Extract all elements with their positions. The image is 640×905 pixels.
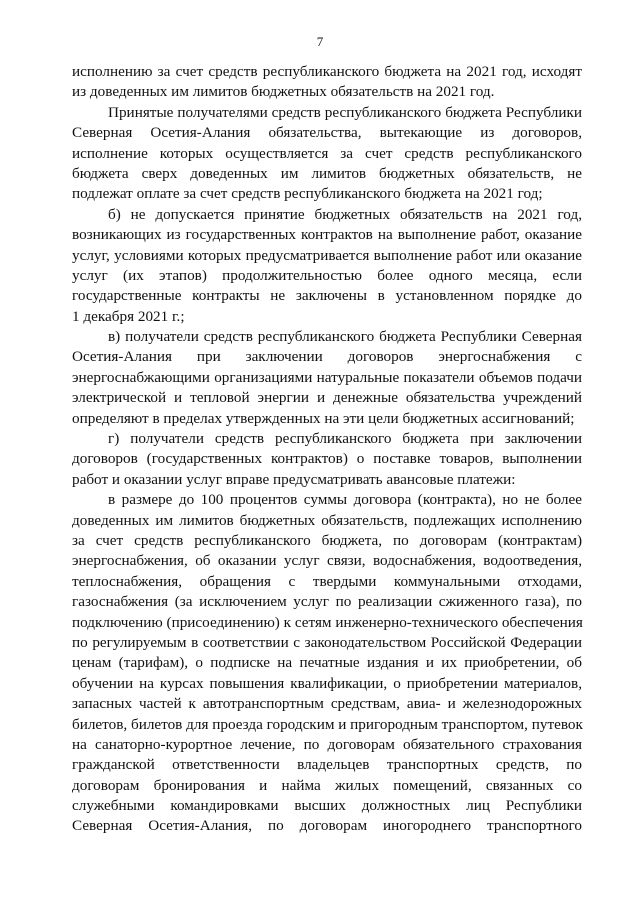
text-line: газоснабжения (за исключением услуг по реализации сжиженного газа), по [72, 593, 582, 611]
text-line: подлежат оплате за счет средств республиканского бюджета на 2021 год; [72, 185, 543, 203]
text-line: билетов, билетов для проезда городским и пригородным транспортом, путевок [72, 715, 583, 733]
text-line: Принятые получателями средств республиканского бюджета Республики [108, 103, 582, 121]
text-line: 1 декабря 2021 г.; [72, 307, 185, 325]
text-line: на санаторно-курортное лечение, по договорам обязательного страхования [72, 735, 582, 753]
text-line: договорам бронирования и найма жилых помещений, связанных со [72, 776, 582, 794]
text-line: служебными командировками высших должностных лиц Республики [72, 797, 582, 815]
page-number: 7 [316, 34, 324, 49]
text-line: услуг (их этапов) продолжительностью более одного месяца, если [72, 266, 582, 284]
text-line: энергоснабжающими организациями натуральные показатели объемов подачи [72, 368, 582, 386]
body-text [72, 62, 582, 837]
text-line: г) получатели средств республиканского бюджета при заключении [108, 430, 582, 448]
text-line: ценам (тарифам), о подписке на печатные издания и их приобретении, об [72, 654, 582, 672]
text-line: определяют в пределах утвержденных на эти цели бюджетных ассигнований; [72, 409, 575, 427]
text-line: электрической и тепловой энергии и денежные обязательства учреждений [72, 389, 582, 407]
text-line: возникающих из государственных контрактов на выполнение работ, оказание [72, 226, 582, 244]
text-line: в) получатели средств республиканского бюджета Республики Северная [108, 328, 582, 346]
text-line: из доведенных им лимитов бюджетных обязательств на 2021 год. [72, 83, 495, 101]
text-line: за счет средств республиканского бюджета, по договорам (контрактам) [72, 531, 582, 549]
text-line: гражданской ответственности владельцев транспортных средств, по [72, 756, 582, 774]
text-line: по регулируемым в соответствии с законодательством Российской Федерации [72, 633, 582, 651]
text-line: договоров (государственных контрактов) о поставке товаров, выполнении [72, 450, 582, 468]
text-line: в размере до 100 процентов суммы договора (контракта), но не более [108, 491, 582, 509]
text-line: бюджета сверх доведенных им лимитов бюджетных обязательств, не [72, 164, 582, 182]
text-line: Северная Осетия-Алания, по договорам иногороднего транспортного [72, 817, 582, 835]
text-line: исполнение которых осуществляется за счет средств республиканского [72, 144, 582, 162]
text-line: Северная Осетия-Алания обязательства, вытекающие из договоров, [72, 124, 582, 142]
text-line: запасных частей к автотранспортным средствам, авиа- и железнодорожных [72, 695, 582, 713]
text-line: исполнению за счет средств республиканского бюджета на 2021 год, исходят [72, 63, 582, 80]
text-line: энергоснабжения, об оказании услуг связи, водоснабжения, водоотведения, [72, 552, 582, 570]
text-line: б) не допускается принятие бюджетных обязательств на 2021 год, [108, 205, 582, 223]
text-line: работ и оказании услуг вправе предусматривать авансовые платежи: [72, 470, 516, 488]
text-line: обучении на курсах повышения квалификации, о приобретении материалов, [72, 674, 582, 692]
text-line: теплоснабжения, обращения с твердыми коммунальными отходами, [72, 572, 582, 590]
text-line: подключению (присоединению) к сетям инженерно-технического обеспечения [72, 613, 583, 631]
text-line: доведенных им лимитов бюджетных обязательств, подлежащих исполнению [72, 511, 582, 529]
text-line: государственные контракты не заключены в установленном порядке до [72, 287, 582, 305]
text-line: услуг, условиями которых предусматривается выполнение работ или оказание [72, 246, 582, 264]
text-line: Осетия-Алания при заключении договоров энергоснабжения с [72, 348, 582, 366]
